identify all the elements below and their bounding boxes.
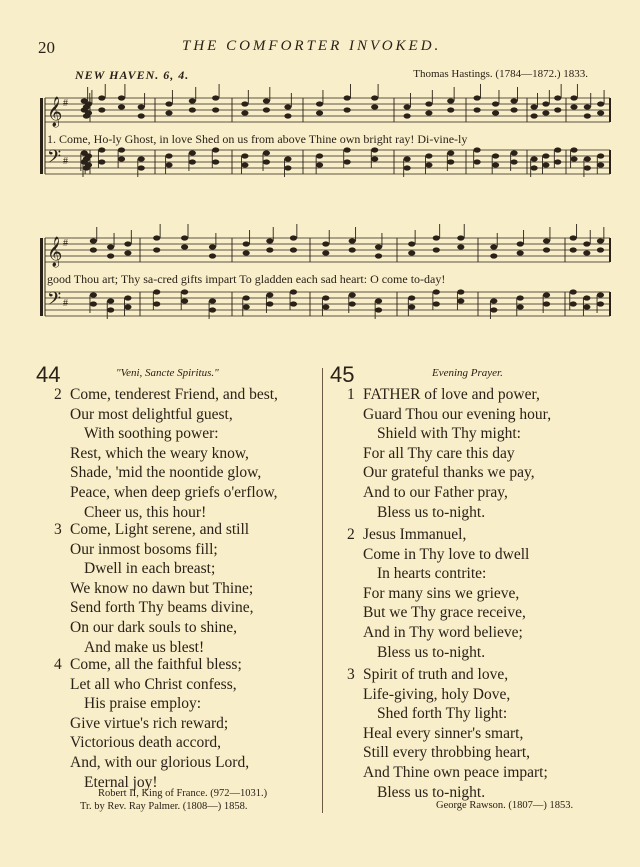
note-head [243, 250, 250, 255]
lyric-line-1: 1. Come, Ho-ly Ghost, in love Shed on us from above Thine own bright ray! Di-vine-ly [47, 132, 468, 146]
verse-line: For all Thy care this day [363, 444, 515, 462]
verse-line: And to our Father pray, [363, 483, 508, 501]
note-head [90, 292, 97, 297]
note-head [542, 162, 549, 167]
verse-number: 1 [347, 386, 355, 403]
note-head [492, 110, 499, 115]
note-head [181, 244, 188, 249]
note-head [510, 98, 517, 103]
hymn-44-verse-3 [54, 520, 254, 657]
note-head [322, 241, 329, 246]
note-head [543, 238, 550, 243]
verse-number: 4 [54, 656, 62, 673]
verse-line: His praise employ: [84, 695, 202, 713]
note-head [517, 295, 524, 300]
note-head [570, 156, 577, 161]
verse-line: Shield with Thy might: [377, 425, 521, 443]
note-head [570, 104, 577, 109]
note-head [490, 307, 497, 312]
note-head [570, 301, 577, 306]
note-head [583, 241, 590, 246]
note-head [209, 298, 216, 303]
verse-line: Give virtue's rich reward; [70, 714, 229, 732]
verse-line: Spirit of truth and love, [363, 666, 509, 683]
note-head [597, 101, 604, 106]
note-head [290, 247, 297, 252]
note-head [492, 153, 499, 158]
verse-number: 2 [54, 386, 62, 403]
hymn-45-subtitle: Evening Prayer. [432, 367, 503, 379]
verse-line: For many sins we grieve, [363, 584, 520, 602]
verse-line: Our inmost bosoms fill; [70, 540, 218, 558]
note-head [165, 110, 172, 115]
note-head [570, 247, 577, 252]
note-head [510, 150, 517, 155]
note-head [138, 113, 145, 118]
note-head [597, 301, 604, 306]
verse-line: Dwell in each breast; [84, 560, 216, 578]
note-head [241, 110, 248, 115]
note-head [153, 235, 160, 240]
note-head [212, 107, 219, 112]
note-head [492, 162, 499, 167]
note-head [266, 238, 273, 243]
note-head [597, 162, 604, 167]
note-head [263, 98, 270, 103]
note-head [266, 301, 273, 306]
verse-line: Heal every sinner's smart, [363, 724, 524, 742]
note-head [543, 292, 550, 297]
note-head [243, 304, 250, 309]
note-head [597, 247, 604, 252]
note-head [241, 153, 248, 158]
note-head [583, 304, 590, 309]
verse-line: Still every throbbing heart, [363, 744, 531, 762]
note-head [85, 162, 92, 167]
note-head [375, 253, 382, 258]
note-head [473, 95, 480, 100]
note-head [98, 107, 105, 112]
note-head [322, 250, 329, 255]
note-head [554, 147, 561, 152]
bass-clef-icon: 𝄢 [47, 289, 62, 314]
note-head [124, 295, 131, 300]
verse-line: Send forth Thy beams divine, [70, 599, 254, 617]
verse-line: And, with our glorious Lord, [70, 753, 250, 771]
key-signature-icon: # [63, 298, 68, 309]
verse-line: Bless us to-night. [377, 643, 486, 661]
verse-line: Come, tenderest Friend, and best, [70, 386, 278, 403]
note-head [554, 107, 561, 112]
note-head [408, 295, 415, 300]
note-head [570, 147, 577, 152]
note-head [584, 113, 591, 118]
column-divider [322, 368, 323, 813]
note-head [322, 295, 329, 300]
note-head [344, 147, 351, 152]
note-head [403, 104, 410, 109]
note-head [492, 101, 499, 106]
note-head [165, 101, 172, 106]
bass-clef-icon: 𝄢 [47, 147, 62, 172]
verse-line: And Thine own peace impart; [363, 763, 548, 781]
note-head [189, 150, 196, 155]
verse-line: Jesus Immanuel, [363, 526, 467, 543]
note-head [124, 250, 131, 255]
note-head [408, 250, 415, 255]
note-head [153, 301, 160, 306]
tune-name: NEW HAVEN. 6, 4. [75, 68, 190, 82]
note-head [241, 101, 248, 106]
note-head [530, 113, 537, 118]
note-head [165, 153, 172, 158]
note-head [408, 304, 415, 309]
note-head [433, 301, 440, 306]
note-head [375, 307, 382, 312]
key-signature-icon: # [63, 156, 68, 167]
note-head [457, 289, 464, 294]
note-head [542, 153, 549, 158]
note-head [584, 156, 591, 161]
key-signature-icon: # [63, 98, 68, 109]
lyric-line-2: good Thou art; Thy sa-cred gifts impart To gladden each sad heart: O come to-day! [47, 272, 446, 286]
verse-line: In hearts contrite: [377, 565, 487, 583]
verse-line: Shade, 'mid the noontide glow, [70, 464, 262, 482]
note-head [107, 298, 114, 303]
note-head [543, 247, 550, 252]
note-head [457, 298, 464, 303]
note-head [98, 159, 105, 164]
verse-line: Shed forth Thy light: [377, 705, 508, 723]
note-head [425, 110, 432, 115]
note-head [457, 235, 464, 240]
note-head [510, 159, 517, 164]
verse-line: Peace, when deep griefs o'erflow, [70, 483, 278, 501]
note-head [403, 113, 410, 118]
verse-line: FATHER of love and power, [363, 386, 540, 403]
note-head [554, 159, 561, 164]
brace [40, 98, 43, 174]
note-head [90, 247, 97, 252]
note-head [490, 298, 497, 303]
note-head [447, 159, 454, 164]
key-signature-icon: # [63, 238, 68, 249]
note-head [425, 162, 432, 167]
verse-line: And in Thy word believe; [363, 623, 523, 641]
hymn-44-subtitle: "Veni, Sancte Spiritus." [116, 367, 219, 379]
note-head [349, 247, 356, 252]
note-head [473, 159, 480, 164]
note-head [433, 235, 440, 240]
verse-number: 3 [347, 666, 355, 683]
note-head [107, 244, 114, 249]
hymn-45-author-credit: George Rawson. (1807—) 1853. [436, 800, 574, 811]
note-head [597, 153, 604, 158]
hymn-44-verse-2 [54, 385, 278, 522]
note-head [597, 238, 604, 243]
note-head [542, 110, 549, 115]
note-head [349, 301, 356, 306]
note-head [290, 235, 297, 240]
verse-line: Guard Thou our evening hour, [363, 405, 552, 423]
verse-line: Our most delightful guest, [70, 405, 233, 423]
hymn-45-verse-1 [347, 385, 552, 522]
note-head [90, 301, 97, 306]
note-head [517, 304, 524, 309]
note-head [284, 156, 291, 161]
note-head [153, 289, 160, 294]
hymn-45-verse-3 [347, 665, 548, 802]
note-head [90, 238, 97, 243]
note-head [85, 153, 92, 158]
note-head [209, 253, 216, 258]
note-head [284, 113, 291, 118]
note-head [543, 301, 550, 306]
verse-line: Let all who Christ confess, [70, 675, 237, 693]
note-head [138, 165, 145, 170]
note-head [447, 98, 454, 103]
note-head [510, 107, 517, 112]
note-head [284, 104, 291, 109]
note-head [243, 241, 250, 246]
note-head [517, 241, 524, 246]
note-head [316, 110, 323, 115]
note-head [124, 241, 131, 246]
note-head [349, 292, 356, 297]
verse-line: Bless us to-night. [377, 783, 486, 801]
treble-clef-icon: 𝄞 [47, 237, 63, 267]
note-head [344, 95, 351, 100]
note-head [209, 244, 216, 249]
page-number: 20 [38, 38, 55, 57]
note-head [243, 295, 250, 300]
note-head [371, 156, 378, 161]
note-head [375, 244, 382, 249]
note-head [107, 253, 114, 258]
note-head [189, 107, 196, 112]
hymn-45-number: 45 [330, 362, 355, 387]
note-head [118, 147, 125, 152]
note-head [554, 95, 561, 100]
note-head [473, 147, 480, 152]
note-head [517, 250, 524, 255]
note-head [425, 153, 432, 158]
note-head [118, 156, 125, 161]
note-head [165, 162, 172, 167]
note-head [138, 104, 145, 109]
verse-line: Bless us to-night. [377, 503, 486, 521]
note-head [542, 101, 549, 106]
note-head [344, 159, 351, 164]
note-head [212, 95, 219, 100]
running-title: THE COMFORTER INVOKED. [182, 38, 442, 54]
note-head [263, 107, 270, 112]
brace [40, 238, 43, 316]
verse-line: Come in Thy love to dwell [363, 545, 530, 563]
note-head [189, 98, 196, 103]
note-head [570, 235, 577, 240]
note-head [447, 107, 454, 112]
note-head [138, 156, 145, 161]
note-head [584, 104, 591, 109]
music-system-1 [40, 84, 610, 177]
note-head [490, 244, 497, 249]
note-head [263, 159, 270, 164]
note-head [570, 95, 577, 100]
note-head [597, 110, 604, 115]
note-head [316, 153, 323, 158]
note-head [212, 159, 219, 164]
verse-number: 3 [54, 521, 62, 538]
verse-line: Life-giving, holy Dove, [363, 685, 511, 703]
note-head [322, 304, 329, 309]
music-score [0, 0, 640, 340]
note-head [570, 289, 577, 294]
verse-line: Our grateful thanks we pay, [363, 464, 535, 482]
hymn-44-translator-credit: Tr. by Rev. Ray Palmer. (1808—) 1858. [80, 801, 248, 812]
verse-line: Cheer us, this hour! [84, 503, 207, 521]
note-head [490, 253, 497, 258]
hymn-44-number: 44 [36, 362, 61, 387]
note-head [344, 107, 351, 112]
verse-line: Eternal joy! [84, 773, 158, 791]
note-head [447, 150, 454, 155]
note-head [98, 95, 105, 100]
note-head [403, 165, 410, 170]
note-head [189, 159, 196, 164]
note-head [153, 247, 160, 252]
note-head [375, 298, 382, 303]
treble-clef-icon: 𝄞 [47, 97, 63, 127]
verse-line: On our dark souls to shine, [70, 618, 238, 636]
note-head [425, 101, 432, 106]
note-head [371, 147, 378, 152]
note-head [530, 156, 537, 161]
note-head [583, 295, 590, 300]
note-head [98, 147, 105, 152]
verse-line: Victorious death accord, [70, 734, 221, 752]
note-head [316, 101, 323, 106]
hymn-44-verse-4 [54, 655, 250, 792]
note-head [408, 241, 415, 246]
verse-line: We know no dawn but Thine; [70, 579, 254, 597]
note-head [583, 250, 590, 255]
note-head [263, 150, 270, 155]
note-head [266, 247, 273, 252]
note-head [181, 235, 188, 240]
note-head [209, 307, 216, 312]
note-head [597, 292, 604, 297]
note-head [371, 95, 378, 100]
note-head [181, 298, 188, 303]
note-head [530, 104, 537, 109]
note-head [124, 304, 131, 309]
hymn-45-verse-2 [347, 525, 530, 662]
note-head [241, 162, 248, 167]
note-head [118, 104, 125, 109]
note-head [349, 238, 356, 243]
note-head [212, 147, 219, 152]
verse-line: Come, all the faithful bless; [70, 656, 242, 673]
verse-number: 2 [347, 526, 355, 543]
note-head [371, 104, 378, 109]
verse-line: And make us blest! [84, 638, 205, 656]
verse-line: But we Thy grace receive, [363, 604, 526, 622]
note-head [316, 162, 323, 167]
note-head [290, 289, 297, 294]
note-head [181, 289, 188, 294]
note-head [284, 165, 291, 170]
note-head [266, 292, 273, 297]
verse-line: With soothing power: [84, 425, 219, 443]
note-head [290, 301, 297, 306]
note-head [118, 95, 125, 100]
hymn-44-author-credit: Robert II, King of France. (972—1031.) [98, 788, 268, 799]
note-head [403, 156, 410, 161]
note-head [85, 101, 92, 106]
note-head [473, 107, 480, 112]
note-head [433, 289, 440, 294]
verse-line: Come, Light serene, and still [70, 521, 250, 538]
note-head [107, 307, 114, 312]
note-head [457, 244, 464, 249]
note-head [85, 110, 92, 115]
note-head [584, 165, 591, 170]
note-head [530, 165, 537, 170]
verse-line: Rest, which the weary know, [70, 444, 249, 462]
note-head [433, 247, 440, 252]
tune-composer: Thomas Hastings. (1784—1872.) 1833. [413, 68, 588, 80]
